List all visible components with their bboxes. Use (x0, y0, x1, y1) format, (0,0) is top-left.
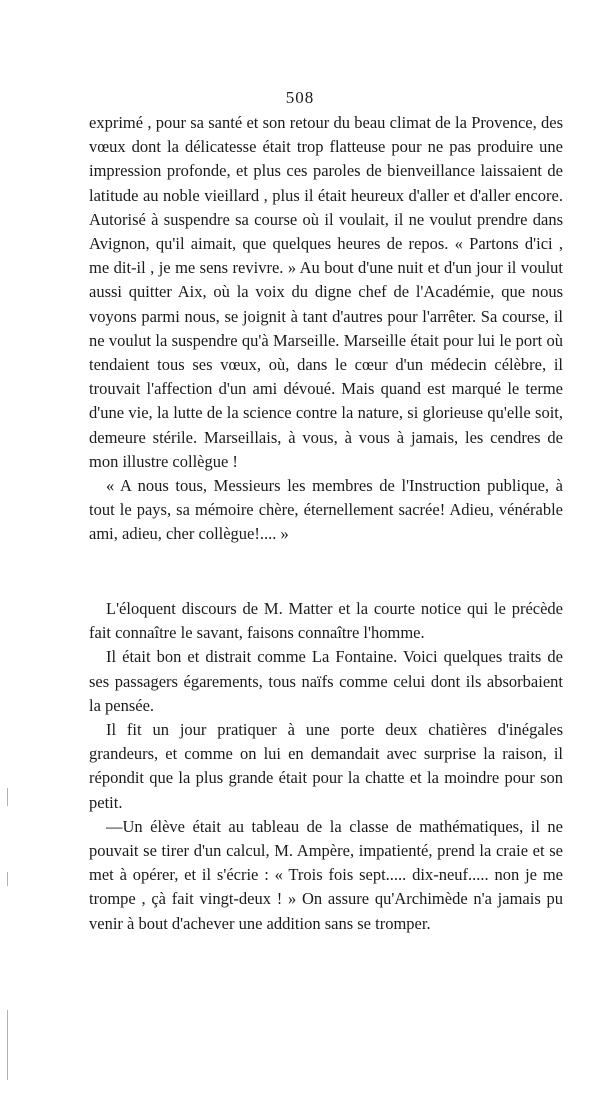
scan-edge-mark (7, 872, 8, 886)
paragraph: « A nous tous, Messieurs les membres de l'Instruction publique, à tout le pays, sa mémoire chère, éternellement sacrée! Adieu, vénérable ami, adieu, cher collègue!.... » (89, 476, 563, 544)
paragraph: L'éloquent discours de M. Matter et la courte notice qui le précède fait connaître le savant, faisons connaître l'homme. (89, 599, 563, 643)
page-number: 508 (285, 88, 315, 107)
paragraph: Il était bon et distrait comme La Fontaine. Voici quelques traits de ses passagers égarements, tous naïfs comme celui dont ils absorbaient la pensée. (89, 647, 563, 715)
paragraph: Il fit un jour pratiquer à une porte deux chatières d'inégales grandeurs, et comme on lui en demandait avec surprise la raison, il répondit que la plus grande était pour la chatte et la moindre pour son petit. (89, 720, 563, 812)
scan-edge-mark (7, 788, 8, 806)
body-text-bottom (89, 597, 563, 936)
body-text-top (89, 111, 563, 547)
paragraph: —Un élève était au tableau de la classe de mathématiques, il ne pouvait se tirer d'un calcul, M. Ampère, impatienté, prend la craie et se met à opérer, et il s'écrie : « Trois fois sept..... dix-neuf..... non je me trompe , çà fait vingt-deux ! » On assure qu'Archimède n'a jamais pu venir à bout d'achever une addition sans se tromper. (89, 816, 563, 933)
scan-edge-mark (7, 1010, 8, 1080)
paragraph: exprimé , pour sa santé et son retour du beau climat de la Provence, des vœux dont la délicatesse était trop flatteuse pour ne pas produire une impression profonde, et plus ces paroles de bienveillance laissaient de latitude au noble vieillard , plus il était heureux d'aller et d'aller encore. Autorisé à suspendre sa course où il voulait, il ne voulut prendre dans Avignon, qu'il aimait, que quelques heures de repos. « Partons d'ici , me dit-il , je me sens revivre. » Au bout d'une nuit et d'un jour il voulut aussi quitter Aix, où la voix du digne chef de l'Académie, que nous voyons parmi nous, se joignit à tant d'autres pour l'arrêter. Sa course, il ne voulut la suspendre qu'à Marseille. Marseille était pour lui le port où tendaient tous ses vœux, où, dans le cœur d'un médecin célèbre, il trouvait l'affection d'un ami dévoué. Mais quand est marqué le terme d'une vie, la lutte de la science contre la nature, si glorieuse qu'elle soit, demeure stérile. Marseillais, à vous, à vous à jamais, les cendres de mon illustre collègue ! (89, 113, 563, 471)
